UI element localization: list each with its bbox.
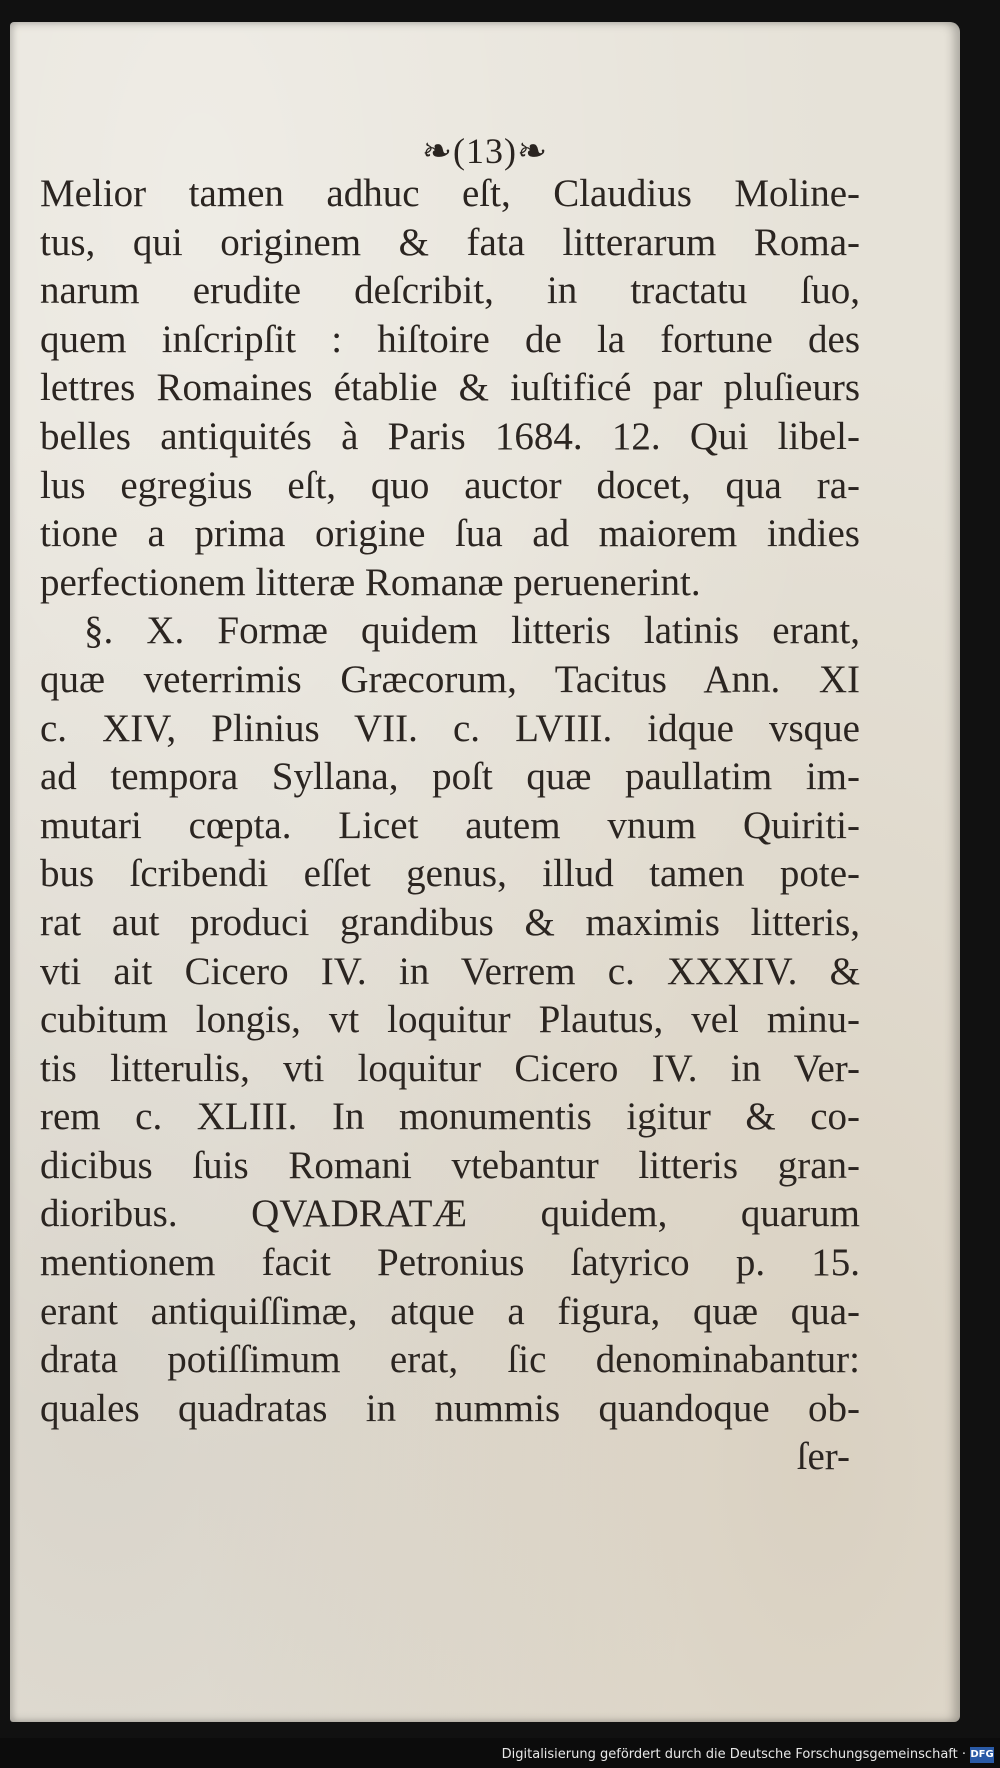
catchword: ſer-: [796, 1435, 850, 1479]
text-line: Melior tamen adhuc eſt, Claudius Moline-: [40, 172, 860, 215]
text-block: [40, 170, 860, 1482]
text-line: perfectionem litteræ Romanæ peruenerint.: [40, 560, 701, 604]
text-line: mentionem facit Petronius ſatyrico p. 15.: [40, 1241, 860, 1285]
text-line: tione a prima origine ſua ad maiorem indies: [40, 512, 860, 556]
text-line: dicibus ſuis Romani vtebantur litteris gran-: [40, 1143, 860, 1187]
text-line: belles antiquités à Paris 1684. 12. Qui libel-: [40, 414, 860, 458]
text-line: quales quadratas in nummis quandoque ob-: [40, 1386, 860, 1430]
text-line: bus ſcribendi eſſet genus, illud tamen pote-: [40, 852, 860, 896]
digitization-credit: Digitalisierung gefördert durch die Deutsche Forschungsgemeinschaft ·: [501, 1747, 966, 1762]
text-line: §. X. Formæ quidem litteris latinis erant,: [84, 609, 860, 653]
text-line: mutari cœpta. Licet autem vnum Quiriti-: [40, 803, 860, 847]
text-line: lettres Romaines établie & iuſtificé par pluſieurs: [40, 366, 860, 410]
text-line: c. XIV, Plinius VII. c. LVIII. idque vsque: [40, 706, 860, 750]
text-line: narum erudite deſcribit, in tractatu ſuo,: [40, 269, 860, 313]
text-line: dioribus. QVADRATÆ quidem, quarum: [40, 1192, 860, 1236]
page-number: ❧(13)❧: [421, 131, 549, 171]
book-page: [10, 22, 960, 1722]
footer-bar: [0, 1738, 1000, 1768]
text-line: vti ait Cicero IV. in Verrem c. XXXIV. &: [40, 949, 860, 993]
text-line: quæ veterrimis Græcorum, Tacitus Ann. XI: [40, 657, 860, 701]
text-line: tis litterulis, vti loquitur Cicero IV. in Ver-: [40, 1046, 860, 1090]
dfg-logo: DFG: [970, 1747, 994, 1763]
text-line: rat aut produci grandibus & maximis litteris,: [40, 900, 860, 944]
text-line: rem c. XLIII. In monumentis igitur & co-: [40, 1095, 860, 1139]
text-line: tus, qui originem & fata litterarum Roma-: [40, 220, 860, 264]
text-line: erant antiquiſſimæ, atque a figura, quæ qua-: [40, 1289, 860, 1333]
text-line: quem inſcripſit : hiſtoire de la fortune des: [40, 317, 860, 361]
text-line: cubitum longis, vt loquitur Plautus, vel minu-: [40, 998, 860, 1042]
text-line: ad tempora Syllana, poſt quæ paullatim im-: [40, 755, 860, 799]
text-line: lus egregius eſt, quo auctor docet, qua ra-: [40, 463, 860, 507]
text-line: drata potiſſimum erat, ſic denominabantur:: [40, 1338, 860, 1382]
